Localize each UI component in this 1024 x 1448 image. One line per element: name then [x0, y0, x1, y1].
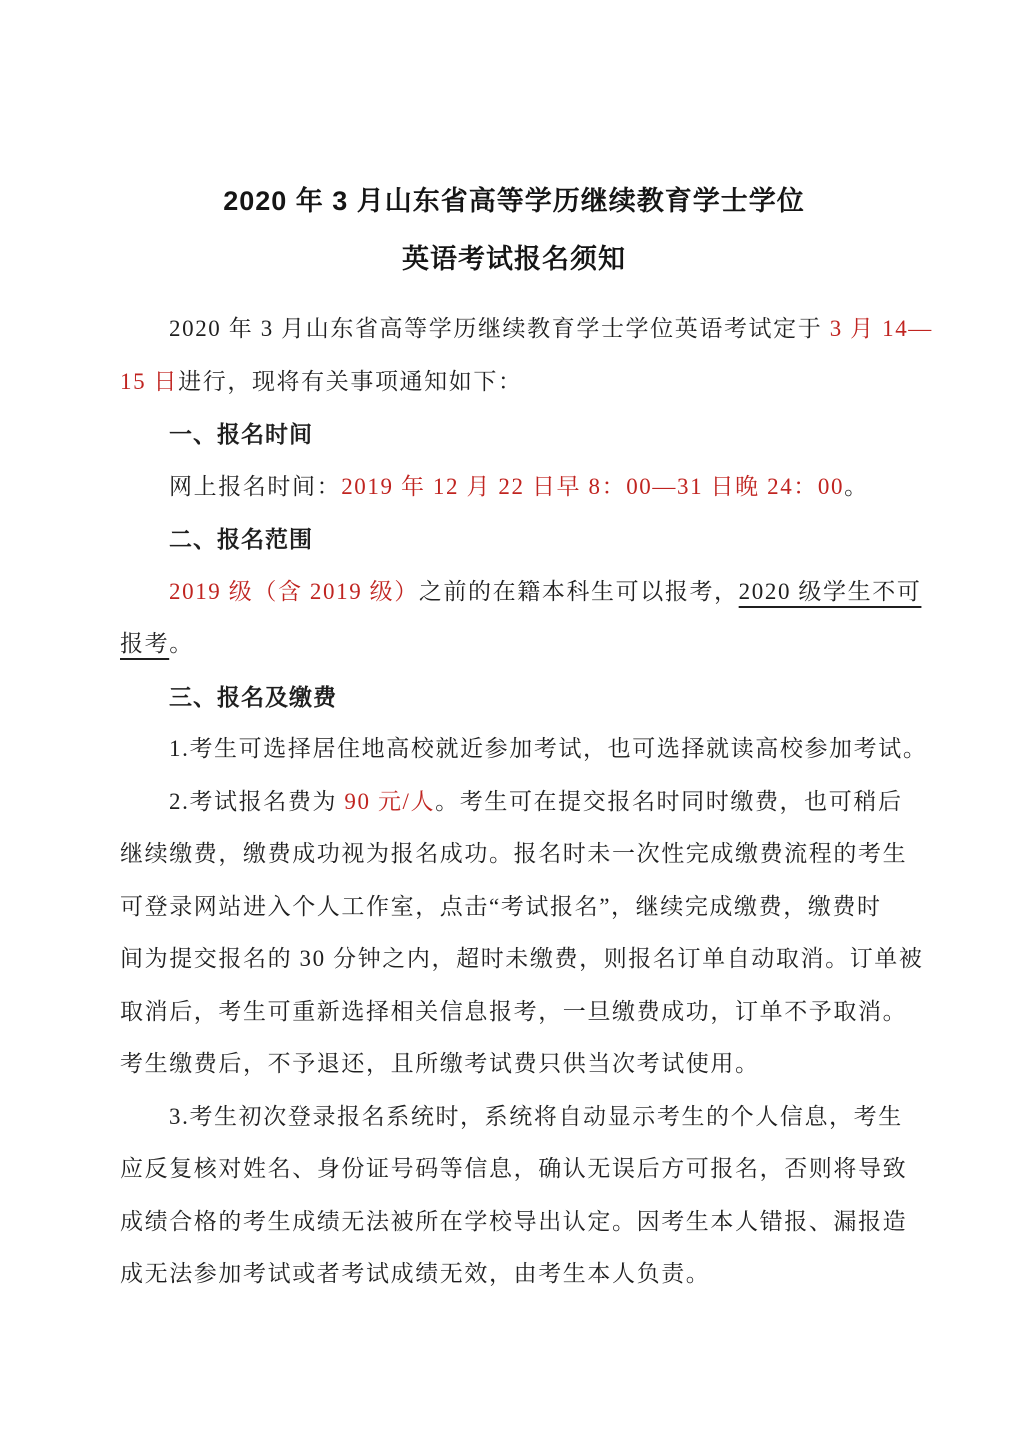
text-line — [120, 1143, 908, 1196]
text-line — [120, 1196, 908, 1249]
text-segment: 。 — [169, 631, 194, 656]
text-segment: 成绩合格的考生成绩无法被所在学校导出认定。因考生本人错报、漏报造 — [120, 1208, 908, 1234]
text-segment: 报考 — [120, 631, 170, 656]
text-segment: 可登录网站进入个人工作室，点击“考试报名”，继续完成缴费，缴费时 — [120, 893, 882, 919]
text-line — [120, 776, 908, 829]
text-segment: 2020 级学生不可 — [738, 578, 922, 604]
text-segment: 3 月 14— — [829, 316, 933, 341]
text-line — [120, 933, 924, 986]
text-segment: 之前的在籍本科生可以报考， — [418, 578, 739, 604]
text-line — [120, 828, 908, 881]
text-line — [120, 881, 908, 934]
text-segment: 应反复核对姓名、身份证号码等信息，确认无误后方可报名，否则将导致 — [120, 1156, 908, 1181]
text-segment: 继续缴费，缴费成功视为报名成功。报名时未一次性完成缴费流程的考生 — [120, 841, 908, 866]
text-segment: 2019 级（含 2019 级） — [169, 578, 419, 604]
text-segment: 取消后，考生可重新选择相关信息报考，一旦缴费成功，订单不予取消。 — [120, 998, 908, 1024]
text-line — [120, 566, 922, 619]
document-body — [120, 303, 933, 1301]
text-line — [120, 986, 908, 1039]
text-line — [120, 303, 933, 356]
title-line-1: 2020 年 3 月山东省高等学历继续教育学士学位 — [223, 186, 805, 216]
text-segment: 一、报名时间 — [169, 421, 313, 447]
text-segment: 15 日 — [120, 368, 179, 394]
title-line-2: 英语考试报名须知 — [402, 244, 626, 274]
text-segment: 90 元/人 — [344, 788, 436, 814]
text-line — [120, 408, 908, 461]
text-line — [120, 1091, 908, 1144]
text-line — [120, 723, 928, 776]
text-line — [120, 513, 908, 566]
text-segment: 3.考生初次登录报名系统时，系统将自动显示考生的个人信息，考生 — [169, 1103, 903, 1129]
text-segment: 网上报名时间： — [169, 473, 342, 499]
text-segment: 间为提交报名的 30 分钟之内，超时未缴费，则报名订单自动取消。订单被 — [120, 946, 924, 971]
text-line — [120, 1038, 908, 1091]
text-segment: 1.考生可选择居住地高校就近参加考试，也可选择就读高校参加考试。 — [169, 736, 928, 761]
text-line — [120, 671, 908, 724]
text-segment: 二、报名范围 — [169, 526, 313, 552]
text-line — [120, 618, 908, 671]
document-content — [120, 172, 933, 1301]
text-line — [120, 461, 908, 514]
text-segment: 进行，现将有关事项通知如下： — [178, 368, 523, 394]
text-segment: 。考生可在提交报名时同时缴费，也可稍后 — [435, 788, 903, 814]
text-segment: 2019 年 12 月 22 日早 8：00—31 日晚 24：00 — [341, 473, 845, 499]
text-line — [120, 356, 908, 409]
text-segment: 考生缴费后，不予退还，且所缴考试费只供当次考试使用。 — [120, 1051, 760, 1076]
text-segment: 2020 年 3 月山东省高等学历继续教育学士学位英语考试定于 — [169, 316, 830, 341]
text-segment: 三、报名及缴费 — [169, 683, 337, 710]
text-segment: 成无法参加考试或者考试成绩无效，由考生本人负责。 — [120, 1261, 711, 1286]
text-segment: 2.考试报名费为 — [169, 788, 345, 814]
text-line — [120, 1248, 908, 1301]
text-segment: 。 — [844, 473, 869, 499]
document-title — [120, 172, 908, 288]
